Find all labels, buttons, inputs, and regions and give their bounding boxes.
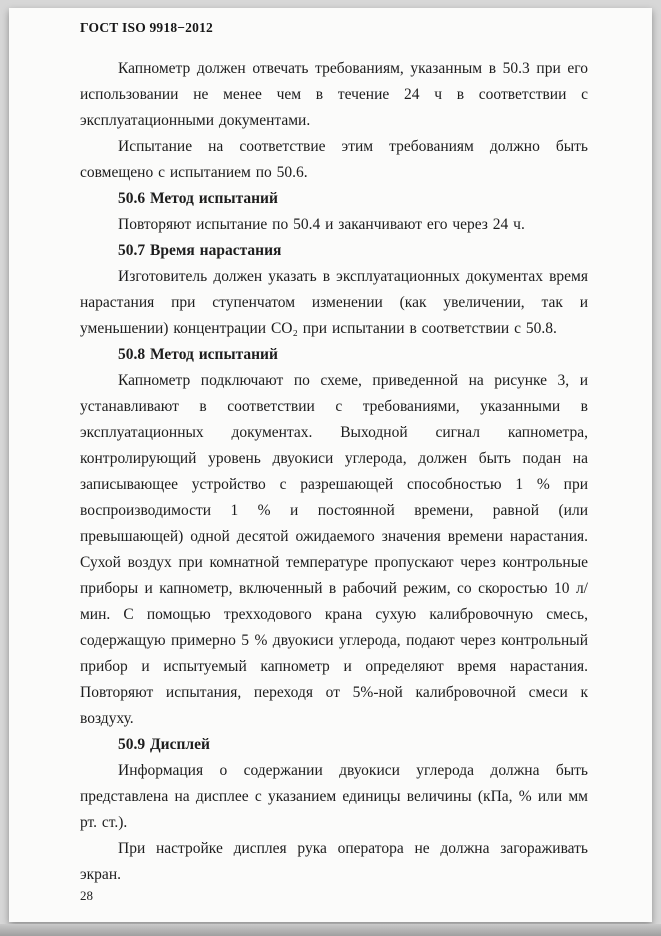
- section-heading: 50.8 Метод испытаний: [118, 346, 278, 363]
- document-header: ГОСТ ISO 9918−2012: [80, 20, 213, 35]
- paragraph: Изготовитель должен указать в эксплуатационных документах время нарастания при ступенчатом изменении (как увеличении, так и уменьшении) концентрации CO₂ при испытании в соответствии с 50.8.: [80, 268, 588, 337]
- section-heading: 50.6 Метод испытаний: [118, 190, 278, 207]
- paragraph: Капнометр должен отвечать требованиям, указанным в 50.3 при его использовании не менее чем в течение 24 ч в соответствии с эксплуатационными документами.: [80, 60, 588, 129]
- paragraph: Повторяют испытание по 50.4 и заканчивают его через 24 ч.: [118, 216, 525, 233]
- paragraph: При настройке дисплея рука оператора не должна загораживать экран.: [80, 840, 588, 883]
- paragraph: Информация о содержании двуокиси углерода должна быть представлена на дисплее с указанием единицы величины (кПа, % или мм рт. ст.).: [80, 762, 588, 831]
- scan-bottom-shadow: [0, 924, 661, 936]
- paragraph: Капнометр подключают по схеме, приведенной на рисунке 3, и устанавливают в соответствии с требованиями, указанными в эксплуатационных документах. Выходной сигнал капнометра, контролирующий уровень двуокиси углерода, должен быть подан на записывающее устройство с разрешающей способностью 1 % при воспроизводимости 1 % и постоянной времени, равной (или превышающей) одной десятой ожидаемого значения времени нарастания. Сухой воздух при комнатной температуре пропускают через контрольные приборы и капнометр, включенный в рабочий режим, со скоростью 10 л/мин. С помощью трехходового крана сухую калибровочную смесь, содержащую примерно 5 % двуокиси углерода, подают через контрольный прибор и испытуемый капнометр и определяют время нарастания. Повторяют испытания, переходя от 5%-ной калибровочной смеси к воздуху.: [80, 372, 588, 727]
- document-page: [9, 8, 652, 922]
- section-heading: 50.7 Время нарастания: [118, 242, 282, 259]
- section-heading: 50.9 Дисплей: [118, 736, 210, 753]
- document-body: [80, 56, 588, 888]
- page-number: 28: [80, 888, 93, 903]
- paragraph: Испытание на соответствие этим требованиям должно быть совмещено с испытанием по 50.6.: [80, 138, 588, 181]
